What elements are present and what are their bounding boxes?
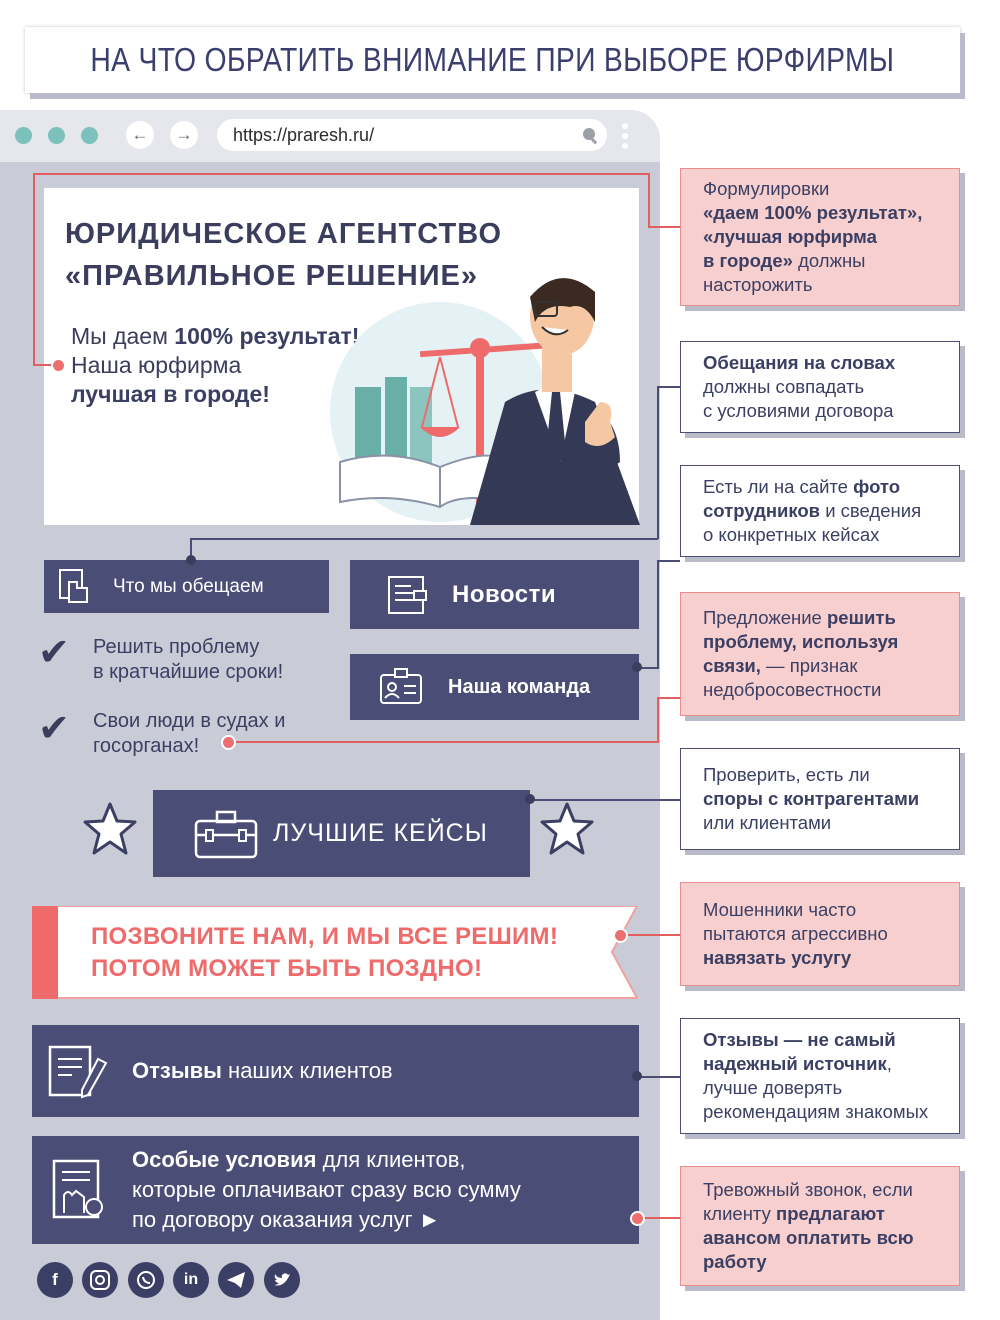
star-icon (539, 801, 595, 857)
annotation-guarantees-line5: насторожить (703, 274, 813, 295)
reviews-button[interactable] (32, 1025, 639, 1117)
promo-text (71, 322, 359, 409)
check-icon: ✔ (38, 708, 70, 750)
annotation-reviews-line2-bold: надежный источник (703, 1053, 887, 1074)
url-text: https://praresh.ru/ (233, 125, 375, 145)
reviews-label-bold: Отзывы (132, 1058, 222, 1083)
annotation-team-line2-bold: сотрудников (703, 500, 821, 521)
special-conditions-line2: которые оплачивают сразу всю сумму (132, 1177, 521, 1202)
lawyer-illustration (330, 262, 640, 525)
annotation-reviews-line3: лучше доверять (703, 1077, 843, 1098)
special-conditions-bold: Особые условия (132, 1147, 317, 1172)
annotation-prepayment (680, 1166, 960, 1286)
annotation-disputes-line1: Проверить, есть ли (703, 764, 870, 785)
annotation-reviews-line2-rest: , (886, 1053, 892, 1074)
annotation-guarantees-line3: «лучшая юрфирма (703, 226, 877, 247)
page-title-text: НА ЧТО ОБРАТИТЬ ВНИМАНИЕ ПРИ ВЫБОРЕ ЮРФИРМЫ (90, 41, 895, 78)
annotation-connections-line1-bold: решить (827, 607, 896, 628)
annotation-connections-line3-rest: — признак (760, 655, 858, 676)
telegram-icon[interactable] (218, 1262, 254, 1298)
annotation-prepayment-line4: работу (703, 1251, 767, 1272)
forward-arrow-icon[interactable]: → (170, 121, 198, 149)
nav-our-team-label: Наша команда (448, 675, 591, 698)
annotation-team-line1: Есть ли на сайте (703, 476, 854, 497)
reviews-label (132, 1058, 393, 1084)
annotation-team-line3: о конкретных кейсах (703, 524, 880, 545)
nav-what-we-promise[interactable] (44, 560, 329, 613)
annotation-connections-line3-bold: связи, (703, 655, 761, 676)
annotation-connections (680, 592, 960, 716)
id-card-icon (378, 666, 426, 708)
document-hand-icon (57, 568, 91, 606)
cta-line1: ПОЗВОНИТЕ НАМ, И МЫ ВСЕ РЕШИМ! (91, 923, 559, 950)
page-title (25, 27, 960, 93)
window-dot-icon (81, 127, 98, 144)
annotation-prepayment-line1: Тревожный звонок, если (703, 1179, 913, 1200)
back-arrow-icon[interactable]: ← (126, 121, 154, 149)
promo-text-3: лучшая в городе! (71, 381, 270, 407)
annotation-reviews (680, 1018, 960, 1134)
annotation-promises (680, 341, 960, 433)
annotation-team-line2-rest: и сведения (820, 500, 922, 521)
promo-text-1-bold: 100% результат! (174, 323, 360, 349)
promise-item-2 (93, 709, 285, 759)
annotation-prepayment-line2-bold: предлагают (776, 1203, 885, 1224)
address-bar[interactable] (217, 119, 607, 151)
search-icon[interactable] (581, 126, 601, 146)
promise-item-2-line2: госорганах! (93, 735, 200, 757)
special-conditions-line3: по договору оказания услуг ► (132, 1207, 441, 1232)
window-dot-icon (48, 127, 65, 144)
annotation-aggressive-line3: навязать услугу (703, 947, 852, 968)
best-cases-button[interactable] (153, 790, 530, 877)
annotation-promises-line2: должны совпадать (703, 376, 865, 397)
cta-text (91, 921, 558, 985)
annotation-guarantees (680, 168, 960, 306)
annotation-guarantees-line4-rest: должны (792, 250, 866, 271)
nav-what-we-promise-label: Что мы обещаем (113, 575, 264, 597)
certificate-pen-icon (40, 1041, 110, 1101)
nav-news-label: Новости (452, 580, 557, 608)
annotation-team-line1-bold: фото (853, 476, 901, 497)
annotation-disputes-line3: или клиентами (703, 812, 832, 833)
promo-text-1: Мы даем (71, 323, 175, 349)
annotation-disputes-line2: споры с контрагентами (703, 788, 920, 809)
annotation-promises-line3: с условиями договора (703, 400, 894, 421)
check-icon: ✔ (38, 632, 70, 674)
annotation-promises-line1: Обещания на словах (703, 352, 896, 373)
promise-item-1-line1: Решить проблему (93, 636, 260, 658)
annotation-guarantees-line2: «даем 100% результат», (703, 202, 923, 223)
window-dot-icon (15, 127, 32, 144)
facebook-icon[interactable]: f (37, 1262, 73, 1298)
annotation-connections-line1: Предложение (703, 607, 827, 628)
nav-news[interactable] (350, 560, 639, 629)
annotation-reviews-line1: Отзывы — не самый (703, 1029, 896, 1050)
promise-item-1 (93, 635, 283, 685)
annotation-connections-line4: недобросовестности (703, 679, 882, 700)
agency-heading-line2: «ПРАВИЛЬНОЕ РЕШЕНИЕ» (65, 260, 479, 292)
instagram-icon[interactable] (82, 1262, 118, 1298)
annotation-aggressive-line1: Мошенники часто (703, 899, 857, 920)
special-conditions-text (132, 1145, 521, 1235)
annotation-aggressive (680, 882, 960, 986)
annotation-aggressive-line2: пытаются агрессивно (703, 923, 888, 944)
twitter-icon[interactable] (264, 1262, 300, 1298)
briefcase-icon (193, 809, 259, 859)
annotation-connections-line2: проблему, используя (703, 631, 899, 652)
agency-heading-line1: ЮРИДИЧЕСКОЕ АГЕНТСТВО (65, 218, 503, 250)
newspaper-icon (386, 574, 434, 616)
nav-our-team[interactable] (350, 654, 639, 720)
contract-seal-icon (50, 1155, 110, 1225)
linkedin-icon[interactable]: in (173, 1262, 209, 1298)
reviews-label-rest: наших клиентов (221, 1058, 393, 1083)
annotation-disputes (680, 748, 960, 850)
annotation-prepayment-line3: авансом оплатить всю (703, 1227, 914, 1248)
menu-kebab-icon[interactable] (620, 121, 630, 153)
annotation-guarantees-line4-bold: в городе» (703, 250, 793, 271)
promise-item-1-line2: в кратчайшие сроки! (93, 661, 284, 683)
annotation-guarantees-line1: Формулировки (703, 178, 830, 199)
special-conditions-rest1: для клиентов, (316, 1147, 466, 1172)
star-icon (82, 801, 138, 857)
whatsapp-icon[interactable] (128, 1262, 164, 1298)
best-cases-label: ЛУЧШИЕ КЕЙСЫ (273, 819, 488, 847)
annotation-prepayment-line2: клиенту (703, 1203, 777, 1224)
annotation-team-photos (680, 465, 960, 557)
annotation-reviews-line4: рекомендациям знакомых (703, 1101, 929, 1122)
promo-text-2: Наша юрфирма (71, 352, 242, 378)
promise-item-2-line1: Свои люди в судах и (93, 710, 286, 732)
special-conditions-button[interactable] (32, 1136, 639, 1244)
cta-line2: ПОТОМ МОЖЕТ БЫТЬ ПОЗДНО! (91, 955, 483, 982)
